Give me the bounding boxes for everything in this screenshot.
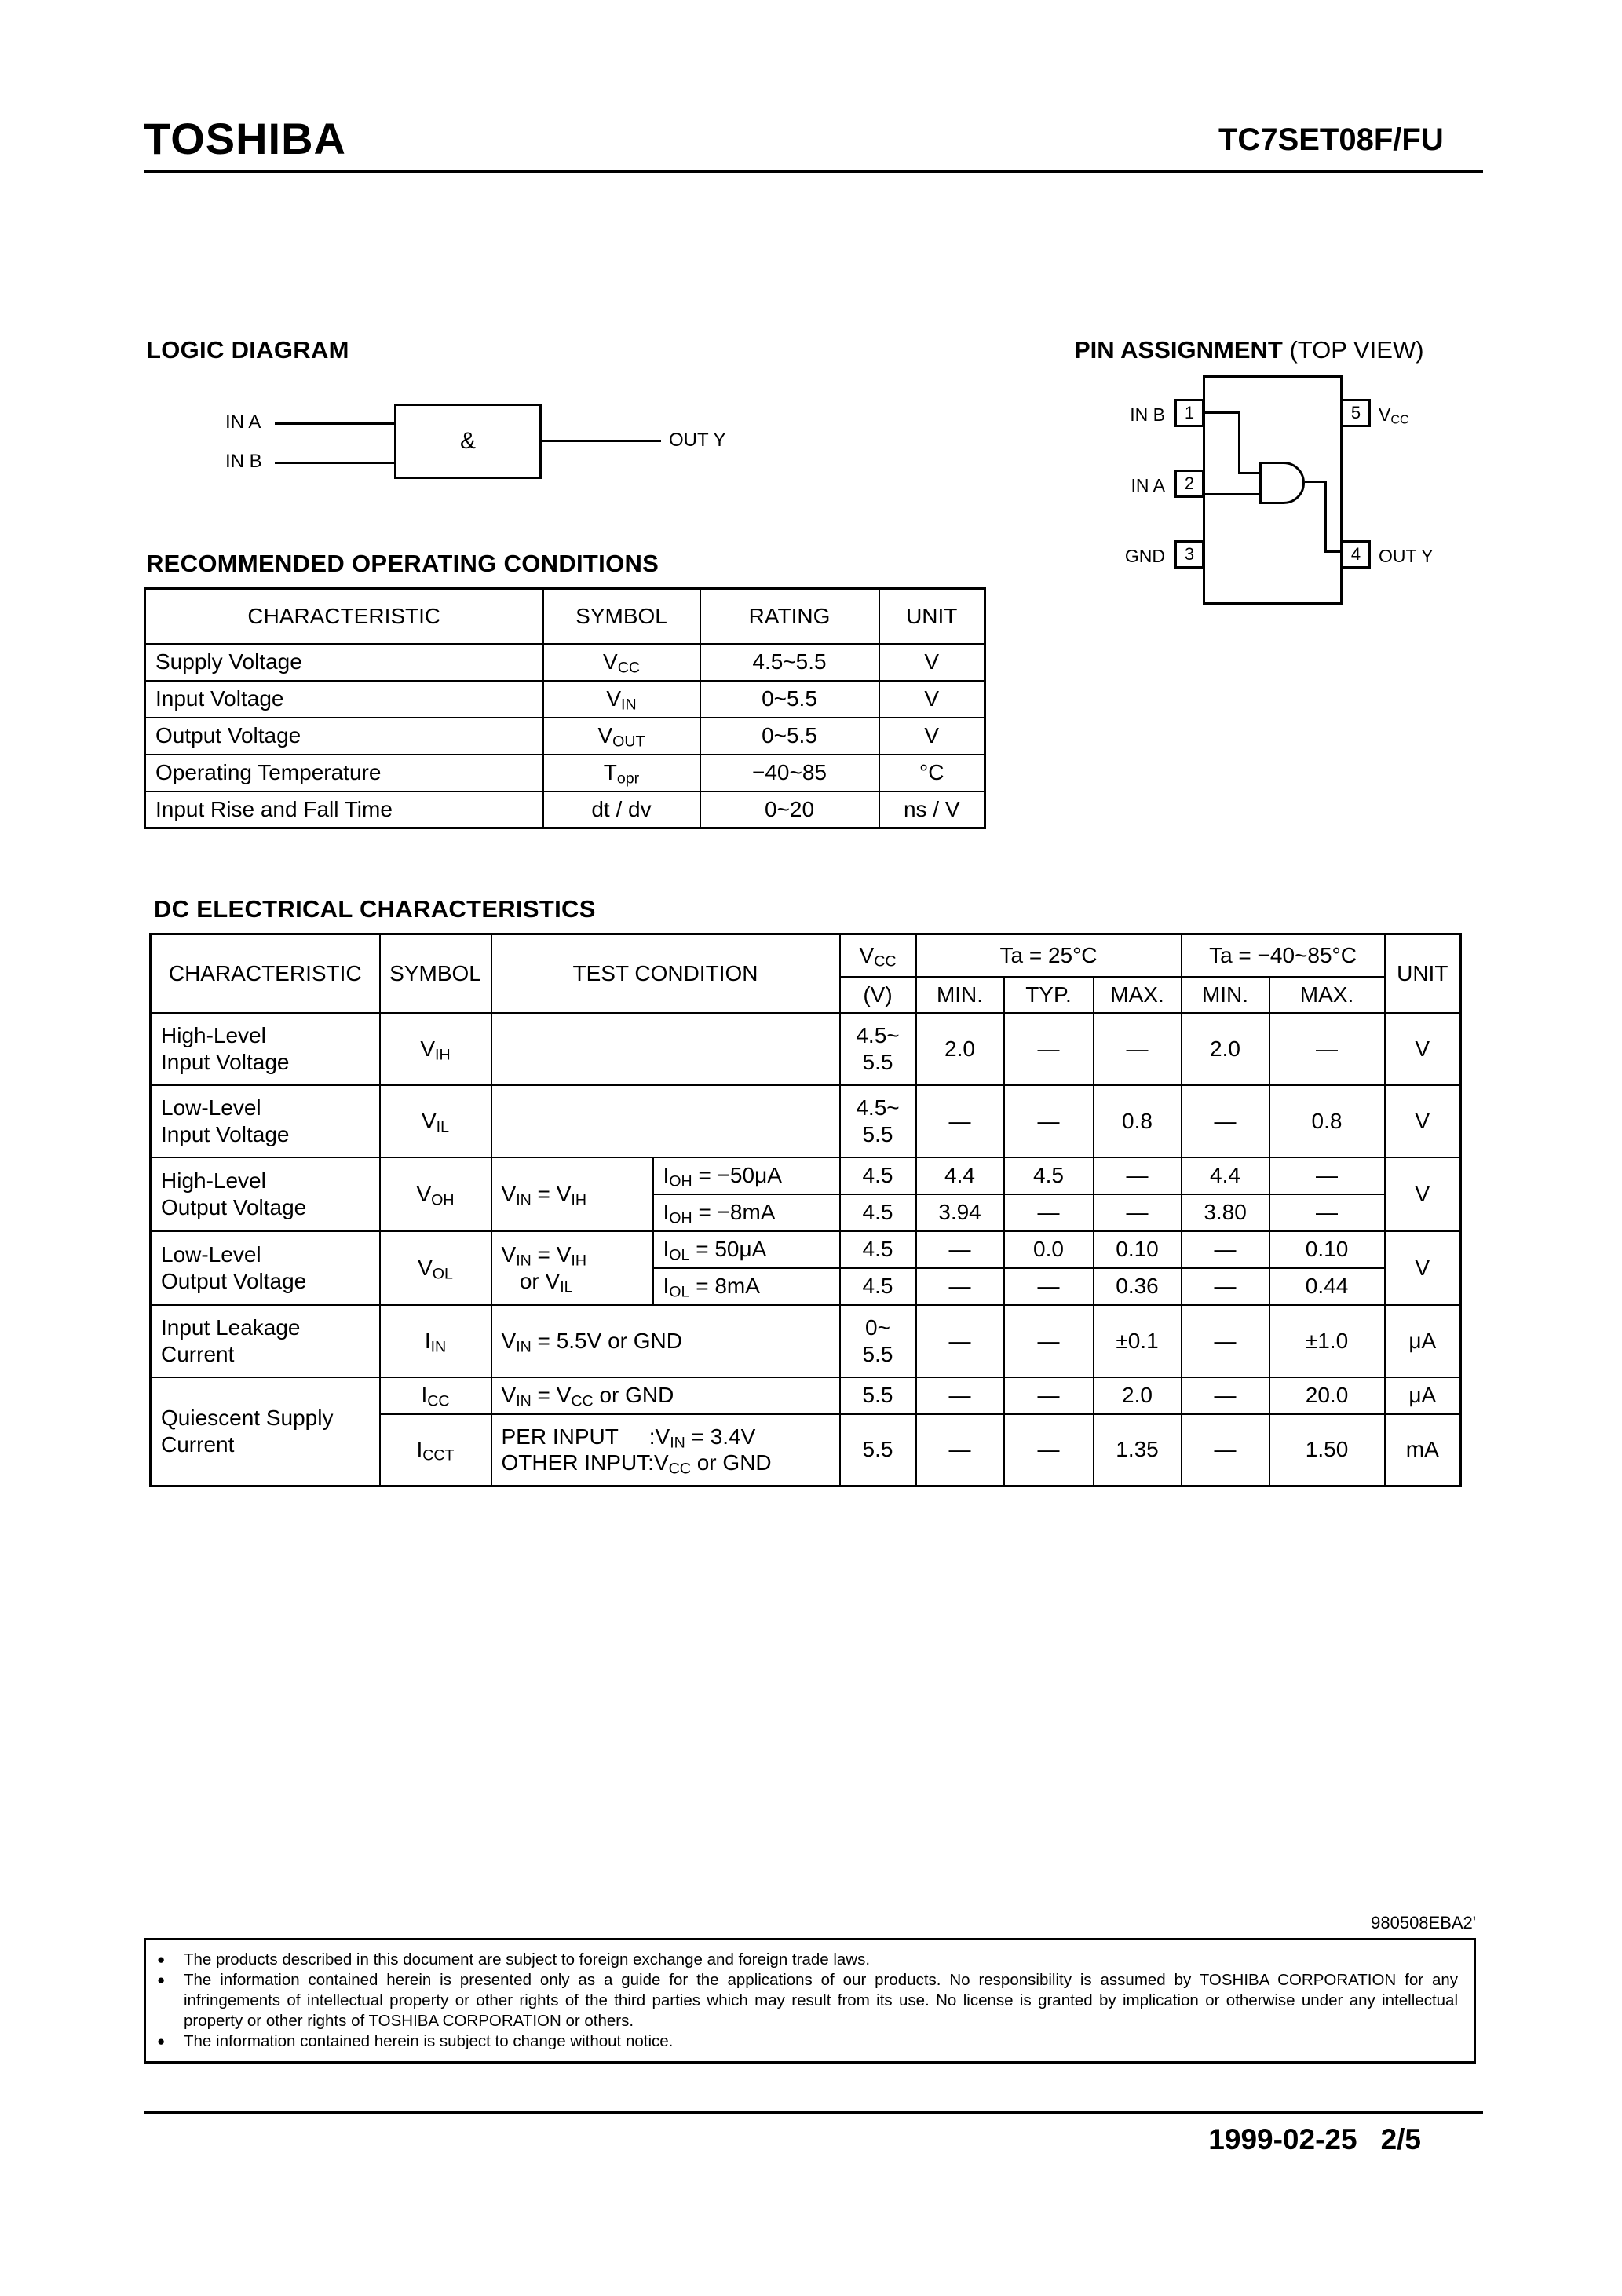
dc-cell-symbol: $I_{IN}$ <box>380 1305 491 1377</box>
dc-cell-max-25: 0.36 <box>1094 1268 1182 1305</box>
dc-cell-characteristic: Low-Level Output Voltage <box>151 1231 380 1305</box>
dc-cell-condition: $I_{OL} = 8mA$ <box>653 1268 840 1305</box>
dc-header-vcc-unit: (V) <box>840 977 916 1013</box>
notice-text: The information contained herein is presented only as a guide for the applications of our products. No responsibility is assumed by TOSHIBA CORPORATION for any infringements of intellectual property or other rights of the third parties which may result from its use. No license is granted by implication or otherwise under any intellectual property or other rights of TOSHIBA CORPORATION or others. <box>184 1971 1458 2031</box>
dc-cell-typ-25: — <box>1004 1414 1094 1486</box>
dc-cell-unit: μA <box>1385 1305 1461 1377</box>
dc-cell-vcc: 5.5 <box>840 1414 916 1486</box>
roc-row-input-rise-fall-time <box>145 792 985 828</box>
dc-cell-symbol: $V_{OL}$ <box>380 1231 491 1305</box>
footer-date-value: 1999-02-25 <box>1208 2123 1357 2155</box>
output-wire <box>542 440 661 442</box>
dc-cell-max-85: 0.8 <box>1269 1085 1385 1157</box>
dc-cell-vcc: 4.5 <box>840 1268 916 1305</box>
dc-cell-symbol: $V_{OH}$ <box>380 1157 491 1231</box>
dc-cell-min-25: 4.4 <box>916 1157 1004 1194</box>
roc-cell-unit: ns / V <box>879 792 985 828</box>
dc-cell-condition-common: $V_{IN} = V_{IH}$ or $V_{IL}$ <box>491 1231 653 1305</box>
dc-cell-max-85: 1.50 <box>1269 1414 1385 1486</box>
roc-row-operating-temperature <box>145 755 985 792</box>
and-gate-symbol: & <box>459 428 476 454</box>
dc-cell-max-25: 1.35 <box>1094 1414 1182 1486</box>
dc-cell-min-85: — <box>1182 1377 1269 1414</box>
dc-cell-max-85: 0.10 <box>1269 1231 1385 1268</box>
dc-cell-max-25: — <box>1094 1157 1182 1194</box>
dc-cell-vcc: 4.5 <box>840 1157 916 1194</box>
dc-cell-min-25: — <box>916 1085 1004 1157</box>
bullet-icon: ● <box>157 2034 166 2049</box>
pin-1-box: 1 <box>1174 399 1204 427</box>
logic-diagram-title: LOGIC DIAGRAM <box>146 336 349 364</box>
dc-row-vol-1 <box>151 1231 1461 1268</box>
dc-cell-test-condition <box>491 1013 840 1085</box>
dc-cell-max-85: 0.44 <box>1269 1268 1385 1305</box>
dc-cell-condition: $I_{OH} = -50\mu A$ <box>653 1157 840 1194</box>
dc-cell-characteristic: Quiescent Supply Current <box>151 1377 380 1486</box>
wire <box>1204 493 1259 495</box>
dc-cell-max-25: — <box>1094 1194 1182 1231</box>
logic-output-label: OUT Y <box>669 430 726 451</box>
roc-header-unit: UNIT <box>879 589 985 644</box>
dc-header-max-85: MAX. <box>1269 977 1385 1013</box>
notice-text: The products described in this document are subject to foreign exchange and foreign trade laws. <box>184 1951 871 1969</box>
dc-cell-max-25: 0.8 <box>1094 1085 1182 1157</box>
dc-cell-min-85: — <box>1182 1414 1269 1486</box>
dc-cell-min-85: 2.0 <box>1182 1013 1269 1085</box>
roc-cell-rating: 4.5~5.5 <box>700 644 879 681</box>
dc-row-icc <box>151 1377 1461 1414</box>
wire <box>1238 411 1240 474</box>
dc-cell-test-condition: $V_{IN} = V_{CC}$ or GND <box>491 1377 840 1414</box>
dc-cell-characteristic: Input Leakage Current <box>151 1305 380 1377</box>
pin-assignment-title <box>1074 336 1424 364</box>
dc-header-row-1 <box>151 934 1461 977</box>
roc-cell-symbol: $T_{opr}$ <box>543 755 700 792</box>
dc-cell-characteristic: High-Level Input Voltage <box>151 1013 380 1085</box>
notice-item <box>157 1950 1458 1970</box>
pin-1-label: IN B <box>1130 404 1165 425</box>
dc-table <box>149 933 1462 1487</box>
dc-row-vih <box>151 1013 1461 1085</box>
input-b-wire <box>275 462 394 464</box>
logic-input-b-label: IN B <box>225 451 262 472</box>
notice-item <box>157 2031 1458 2052</box>
roc-row-output-voltage <box>145 718 985 755</box>
roc-cell-symbol: $V_{OUT}$ <box>543 718 700 755</box>
dc-cell-max-85: — <box>1269 1157 1385 1194</box>
dc-header-characteristic: CHARACTERISTIC <box>151 934 380 1013</box>
dc-cell-symbol: $V_{IL}$ <box>380 1085 491 1157</box>
roc-cell-characteristic: Input Rise and Fall Time <box>145 792 543 828</box>
dc-cell-condition-common: $V_{IN} = V_{IH}$ <box>491 1157 653 1231</box>
input-a-wire <box>275 422 394 425</box>
roc-cell-characteristic: Operating Temperature <box>145 755 543 792</box>
roc-cell-symbol: $V_{CC}$ <box>543 644 700 681</box>
dc-cell-min-85: — <box>1182 1305 1269 1377</box>
doc-code: 980508EBA2' <box>1371 1913 1476 1932</box>
roc-cell-rating: 0~5.5 <box>700 718 879 755</box>
dc-cell-typ-25: — <box>1004 1085 1094 1157</box>
notice-item <box>157 1970 1458 2031</box>
dc-cell-typ-25: — <box>1004 1305 1094 1377</box>
roc-cell-unit: V <box>879 718 985 755</box>
dc-cell-unit: V <box>1385 1085 1461 1157</box>
roc-cell-characteristic: Output Voltage <box>145 718 543 755</box>
dc-cell-max-85: — <box>1269 1194 1385 1231</box>
dc-row-iin <box>151 1305 1461 1377</box>
roc-cell-characteristic: Input Voltage <box>145 681 543 718</box>
pin-3-box: 3 <box>1174 540 1204 569</box>
pin-5-label: $V_{CC}$ <box>1379 404 1409 427</box>
dc-cell-typ-25: 4.5 <box>1004 1157 1094 1194</box>
dc-cell-min-25: — <box>916 1231 1004 1268</box>
dc-cell-max-85: ±1.0 <box>1269 1305 1385 1377</box>
roc-cell-unit: V <box>879 644 985 681</box>
dc-cell-max-85: — <box>1269 1013 1385 1085</box>
dc-cell-min-85: 3.80 <box>1182 1194 1269 1231</box>
and-gate-icon <box>1259 462 1305 504</box>
dc-cell-symbol: $I_{CCT}$ <box>380 1414 491 1486</box>
dc-cell-min-25: — <box>916 1377 1004 1414</box>
dc-cell-max-85: 20.0 <box>1269 1377 1385 1414</box>
dc-cell-unit: mA <box>1385 1414 1461 1486</box>
roc-table <box>144 587 986 829</box>
notice-text: The information contained herein is subject to change without notice. <box>184 2032 674 2051</box>
dc-cell-test-condition <box>491 1085 840 1157</box>
dc-cell-min-85: — <box>1182 1085 1269 1157</box>
wire <box>1204 411 1240 414</box>
roc-cell-characteristic: Supply Voltage <box>145 644 543 681</box>
dc-cell-typ-25: — <box>1004 1377 1094 1414</box>
dc-cell-symbol: $I_{CC}$ <box>380 1377 491 1414</box>
roc-cell-rating: −40~85 <box>700 755 879 792</box>
dc-row-vil <box>151 1085 1461 1157</box>
dc-cell-condition: $I_{OL} = 50\mu A$ <box>653 1231 840 1268</box>
notice-box <box>144 1938 1476 2064</box>
dc-cell-condition: $I_{OH} = -8mA$ <box>653 1194 840 1231</box>
part-number-title: TC7SET08F/FU <box>1218 122 1444 157</box>
dc-title: DC ELECTRICAL CHARACTERISTICS <box>154 895 596 923</box>
roc-row-supply-voltage <box>145 644 985 681</box>
dc-cell-max-25: 2.0 <box>1094 1377 1182 1414</box>
dc-cell-min-25: — <box>916 1305 1004 1377</box>
dc-cell-unit: V <box>1385 1157 1461 1231</box>
dc-cell-vcc: 4.5 <box>840 1194 916 1231</box>
roc-header-characteristic: CHARACTERISTIC <box>145 589 543 644</box>
roc-cell-symbol: $V_{IN}$ <box>543 681 700 718</box>
dc-header-ta25: Ta = 25°C <box>916 934 1182 977</box>
dc-cell-vcc: 0~ 5.5 <box>840 1305 916 1377</box>
roc-cell-symbol: dt / dv <box>543 792 700 828</box>
dc-header-symbol: SYMBOL <box>380 934 491 1013</box>
footer-rule <box>144 2111 1483 2114</box>
wire <box>1324 481 1327 553</box>
dc-header-ta-range: Ta = −40~85°C <box>1182 934 1385 977</box>
dc-cell-vcc: 5.5 <box>840 1377 916 1414</box>
pin-4-label: OUT Y <box>1379 546 1434 566</box>
bullet-icon: ● <box>157 1952 166 1967</box>
dc-cell-unit: V <box>1385 1231 1461 1305</box>
dc-cell-max-25: ±0.1 <box>1094 1305 1182 1377</box>
footer-page-number: 2/5 <box>1380 2123 1421 2155</box>
dc-cell-min-25: — <box>916 1268 1004 1305</box>
dc-cell-typ-25: — <box>1004 1268 1094 1305</box>
dc-header-max-25: MAX. <box>1094 977 1182 1013</box>
wire <box>1238 472 1260 474</box>
roc-cell-rating: 0~20 <box>700 792 879 828</box>
toshiba-logo: TOSHIBA <box>144 114 346 163</box>
dc-header-vcc: $V_{CC}$ <box>840 934 916 977</box>
header-rule <box>144 170 1483 173</box>
pin-3-label: GND <box>1124 546 1165 566</box>
logic-input-a-label: IN A <box>225 411 261 433</box>
roc-row-input-voltage <box>145 681 985 718</box>
pin-5-box: 5 <box>1341 399 1371 427</box>
dc-header-typ-25: TYP. <box>1004 977 1094 1013</box>
dc-cell-characteristic: High-Level Output Voltage <box>151 1157 380 1231</box>
dc-cell-min-85: — <box>1182 1231 1269 1268</box>
roc-header-symbol: SYMBOL <box>543 589 700 644</box>
dc-cell-max-25: 0.10 <box>1094 1231 1182 1268</box>
pin-2-label: IN A <box>1131 475 1165 495</box>
dc-header-test-condition: TEST CONDITION <box>491 934 840 1013</box>
dc-cell-max-25: — <box>1094 1013 1182 1085</box>
dc-cell-vcc: 4.5 <box>840 1231 916 1268</box>
dc-cell-characteristic: Low-Level Input Voltage <box>151 1085 380 1157</box>
dc-header-min-85: MIN. <box>1182 977 1269 1013</box>
dc-cell-test-condition: $V_{IN} = 5.5V$ or GND <box>491 1305 840 1377</box>
bullet-icon: ● <box>157 1972 166 1988</box>
pin-4-box: 4 <box>1341 540 1371 569</box>
roc-header-rating: RATING <box>700 589 879 644</box>
dc-cell-vcc: 4.5~ 5.5 <box>840 1085 916 1157</box>
roc-title: RECOMMENDED OPERATING CONDITIONS <box>146 550 659 577</box>
dc-cell-unit: μA <box>1385 1377 1461 1414</box>
dc-cell-min-25: 3.94 <box>916 1194 1004 1231</box>
dc-cell-typ-25: 0.0 <box>1004 1231 1094 1268</box>
dc-cell-min-85: 4.4 <box>1182 1157 1269 1194</box>
dc-cell-test-condition: PER INPUT $:V_{IN} = 3.4V$ OTHER $INPUT:V_{CC}$ or GND <box>491 1414 840 1486</box>
dc-header-min-25: MIN. <box>916 977 1004 1013</box>
roc-cell-unit: °C <box>879 755 985 792</box>
roc-cell-unit: V <box>879 681 985 718</box>
dc-cell-min-25: 2.0 <box>916 1013 1004 1085</box>
pin-assignment-title-main: PIN ASSIGNMENT <box>1074 336 1283 364</box>
dc-cell-vcc: 4.5~ 5.5 <box>840 1013 916 1085</box>
roc-header-row <box>145 589 985 644</box>
pin-assignment-view-note: (TOP VIEW) <box>1289 336 1424 364</box>
dc-cell-unit: V <box>1385 1013 1461 1085</box>
pin-2-box: 2 <box>1174 470 1204 498</box>
roc-cell-rating: 0~5.5 <box>700 681 879 718</box>
dc-header-unit: UNIT <box>1385 934 1461 1013</box>
dc-cell-symbol: $V_{IH}$ <box>380 1013 491 1085</box>
wire <box>1305 481 1327 483</box>
footer-date <box>1146 2123 1421 2156</box>
dc-cell-min-85: — <box>1182 1268 1269 1305</box>
and-gate-box <box>394 404 542 479</box>
dc-row-voh-1 <box>151 1157 1461 1194</box>
dc-cell-typ-25: — <box>1004 1194 1094 1231</box>
dc-cell-min-25: — <box>916 1414 1004 1486</box>
dc-cell-typ-25: — <box>1004 1013 1094 1085</box>
